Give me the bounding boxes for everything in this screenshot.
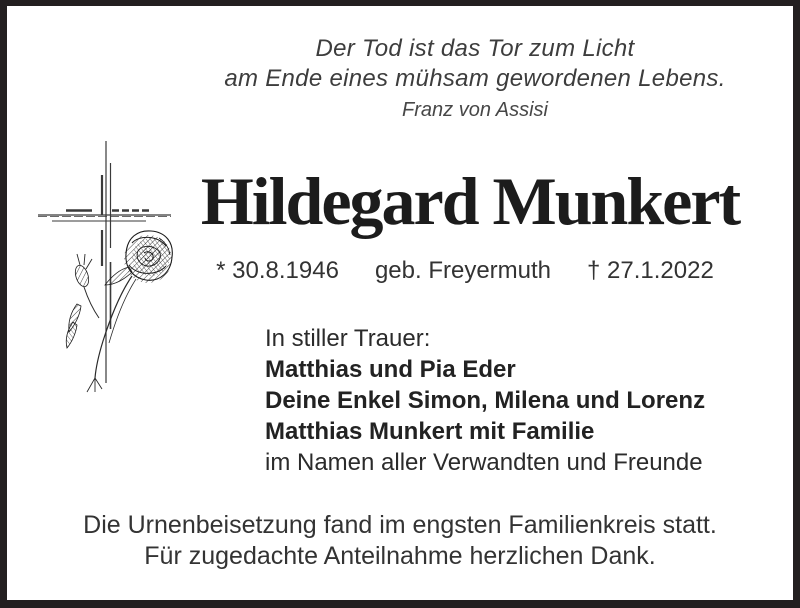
- funeral-note-line-2: Für zugedachte Anteilnahme herzlichen Dank.: [144, 542, 656, 570]
- funeral-note-line-1: Die Urnenbeisetzung fand im engsten Familienkreis statt.: [83, 511, 717, 539]
- mourners-block: [265, 323, 705, 478]
- mourner-line: Matthias Munkert mit Familie: [265, 418, 595, 445]
- funeral-notes: [0, 510, 800, 572]
- quote-attribution: Franz von Assisi: [402, 99, 548, 121]
- maiden-name: geb. Freyermuth: [374, 257, 552, 284]
- mourner-line: Deine Enkel Simon, Milena und Lorenz: [265, 387, 706, 414]
- rose-bud-leaves: [66, 254, 99, 348]
- mourning-closing: im Namen aller Verwandten und Freunde: [265, 449, 703, 476]
- mourner-line: Matthias und Pia Eder: [265, 356, 516, 383]
- death-date: † 27.1.2022: [587, 257, 714, 284]
- rose-stem: [87, 276, 136, 392]
- deceased-name: Hildegard Munkert: [200, 163, 740, 239]
- life-dates-row: [150, 256, 780, 286]
- quote-line-2: am Ende eines mühsam gewordenen Lebens.: [224, 65, 726, 92]
- quote-line-1: Der Tod ist das Tor zum Licht: [315, 35, 635, 62]
- birth-date: * 30.8.1946: [216, 257, 339, 284]
- mourning-intro: In stiller Trauer:: [265, 325, 431, 352]
- opening-quote: [150, 34, 800, 123]
